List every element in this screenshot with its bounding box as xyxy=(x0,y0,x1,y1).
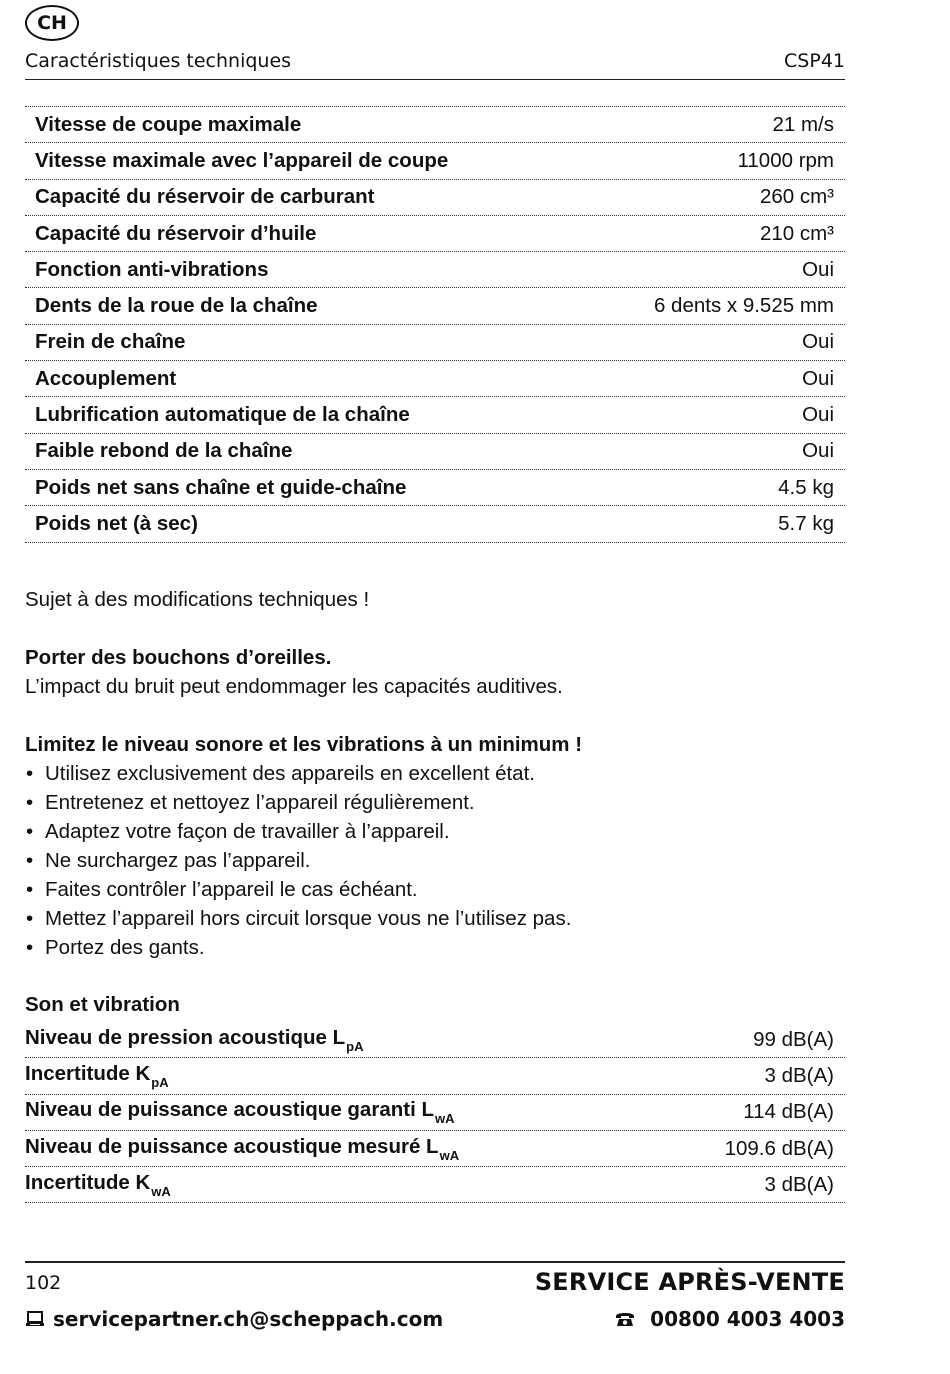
sound-label-text: Incertitude K xyxy=(25,1061,151,1085)
spec-value: 4.5 kg xyxy=(778,475,834,499)
header-divider xyxy=(25,79,845,80)
list-item xyxy=(25,817,571,846)
spec-label: Capacité du réservoir de carburant xyxy=(35,185,375,209)
list-item xyxy=(25,846,571,875)
sound-label xyxy=(25,1098,454,1126)
spec-label: Dents de la roue de la chaîne xyxy=(35,294,318,318)
list-item-text: Adaptez votre façon de travailler à l’appareil. xyxy=(45,820,450,843)
sound-row xyxy=(25,1167,845,1203)
list-item-text: Utilisez exclusivement des appareils en excellent état. xyxy=(45,762,535,785)
bullet-icon: • xyxy=(26,762,34,785)
list-item xyxy=(25,933,571,962)
spec-row xyxy=(25,434,845,470)
phone-contact[interactable] xyxy=(614,1307,845,1331)
spec-row xyxy=(25,361,845,397)
bullet-icon: • xyxy=(26,936,34,959)
sound-value: 109.6 dB(A) xyxy=(724,1136,834,1160)
laptop-icon xyxy=(25,1310,45,1328)
bullet-icon: • xyxy=(26,791,34,814)
spec-value: Oui xyxy=(802,439,834,463)
spec-row xyxy=(25,470,845,506)
spec-row xyxy=(25,216,845,252)
sound-label xyxy=(25,1026,363,1054)
sound-label-text: Niveau de puissance acoustique mesuré L xyxy=(25,1134,439,1158)
list-item-text: Portez des gants. xyxy=(45,936,205,959)
page-number: 102 xyxy=(25,1272,62,1294)
spec-label: Capacité du réservoir d’huile xyxy=(35,221,317,245)
spec-row xyxy=(25,288,845,324)
limit-heading: Limitez le niveau sonore et les vibrations à un minimum ! xyxy=(25,733,583,756)
spec-value: Oui xyxy=(802,257,834,281)
spec-row xyxy=(25,252,845,288)
ear-protection-heading: Porter des bouchons d’oreilles. xyxy=(25,646,332,669)
sound-value: 114 dB(A) xyxy=(743,1100,834,1124)
spec-value: Oui xyxy=(802,403,834,427)
spec-label: Poids net sans chaîne et guide-chaîne xyxy=(35,475,407,499)
spec-row xyxy=(25,180,845,216)
spec-label: Faible rebond de la chaîne xyxy=(35,439,293,463)
sound-row xyxy=(25,1058,845,1094)
sound-label-text: Incertitude K xyxy=(25,1170,151,1194)
service-heading: SERVICE APRÈS-VENTE xyxy=(534,1268,845,1296)
sound-label xyxy=(25,1171,171,1199)
spec-value: Oui xyxy=(802,366,834,390)
footer-divider xyxy=(25,1261,845,1263)
spec-label: Poids net (à sec) xyxy=(35,511,198,535)
sound-label-subscript: wA xyxy=(434,1111,455,1127)
bullet-icon: • xyxy=(26,820,34,843)
recommendation-list xyxy=(25,759,571,962)
model-name: CSP41 xyxy=(784,50,845,72)
list-item-text: Ne surchargez pas l’appareil. xyxy=(45,849,311,872)
telephone-icon xyxy=(614,1310,636,1328)
sound-value: 3 dB(A) xyxy=(764,1172,834,1196)
country-badge: CH xyxy=(25,5,79,41)
sound-row xyxy=(25,1131,845,1167)
spec-table xyxy=(25,106,845,543)
sound-row xyxy=(25,1022,845,1058)
spec-row xyxy=(25,325,845,361)
spec-row xyxy=(25,107,845,143)
spec-label: Vitesse maximale avec l’appareil de coupe xyxy=(35,148,449,172)
sound-heading: Son et vibration xyxy=(25,993,180,1016)
spec-value: Oui xyxy=(802,330,834,354)
spec-value: 11000 rpm xyxy=(737,148,834,172)
spec-value: 21 m/s xyxy=(772,112,834,136)
sound-label-subscript: wA xyxy=(151,1183,171,1199)
spec-row xyxy=(25,506,845,542)
spec-value: 5.7 kg xyxy=(778,511,834,535)
technical-changes-notice: Sujet à des modifications techniques ! xyxy=(25,588,370,611)
sound-label-subscript: wA xyxy=(439,1147,460,1163)
list-item-text: Faites contrôler l’appareil le cas échéant. xyxy=(45,878,418,901)
spec-label: Frein de chaîne xyxy=(35,330,186,354)
list-item-text: Entretenez et nettoyez l’appareil régulièrement. xyxy=(45,791,475,814)
sound-label-text: Niveau de puissance acoustique garanti L xyxy=(25,1098,434,1122)
email-contact[interactable] xyxy=(25,1307,443,1331)
sound-label xyxy=(25,1062,169,1090)
spec-label: Lubrification automatique de la chaîne xyxy=(35,403,410,427)
sound-label-subscript: pA xyxy=(151,1074,169,1090)
ear-protection-text: L’impact du bruit peut endommager les capacités auditives. xyxy=(25,675,563,698)
sound-value: 99 dB(A) xyxy=(753,1027,834,1051)
email-link[interactable]: servicepartner.ch@scheppach.com xyxy=(53,1307,444,1331)
bullet-icon: • xyxy=(26,907,34,930)
list-item xyxy=(25,788,571,817)
bullet-icon: • xyxy=(26,878,34,901)
sound-table xyxy=(25,1022,845,1203)
spec-label: Fonction anti-vibrations xyxy=(35,257,269,281)
spec-row xyxy=(25,397,845,433)
spec-label: Vitesse de coupe maximale xyxy=(35,112,302,136)
sound-label-subscript: pA xyxy=(346,1038,364,1054)
sound-row xyxy=(25,1095,845,1131)
spec-label: Accouplement xyxy=(35,366,177,390)
list-item-text: Mettez l’appareil hors circuit lorsque vous ne l’utilisez pas. xyxy=(45,907,572,930)
phone-number[interactable]: 00800 4003 4003 xyxy=(650,1307,845,1331)
spec-row xyxy=(25,143,845,179)
list-item xyxy=(25,875,571,904)
sound-label xyxy=(25,1135,459,1163)
list-item xyxy=(25,759,571,788)
spec-value: 210 cm³ xyxy=(759,221,834,245)
spec-value: 6 dents x 9.525 mm xyxy=(653,294,834,318)
sound-label-text: Niveau de pression acoustique L xyxy=(25,1025,346,1049)
spec-value: 260 cm³ xyxy=(759,185,834,209)
sound-value: 3 dB(A) xyxy=(764,1063,834,1087)
page-title: Caractéristiques techniques xyxy=(25,50,292,72)
bullet-icon: • xyxy=(26,849,34,872)
list-item xyxy=(25,904,571,933)
